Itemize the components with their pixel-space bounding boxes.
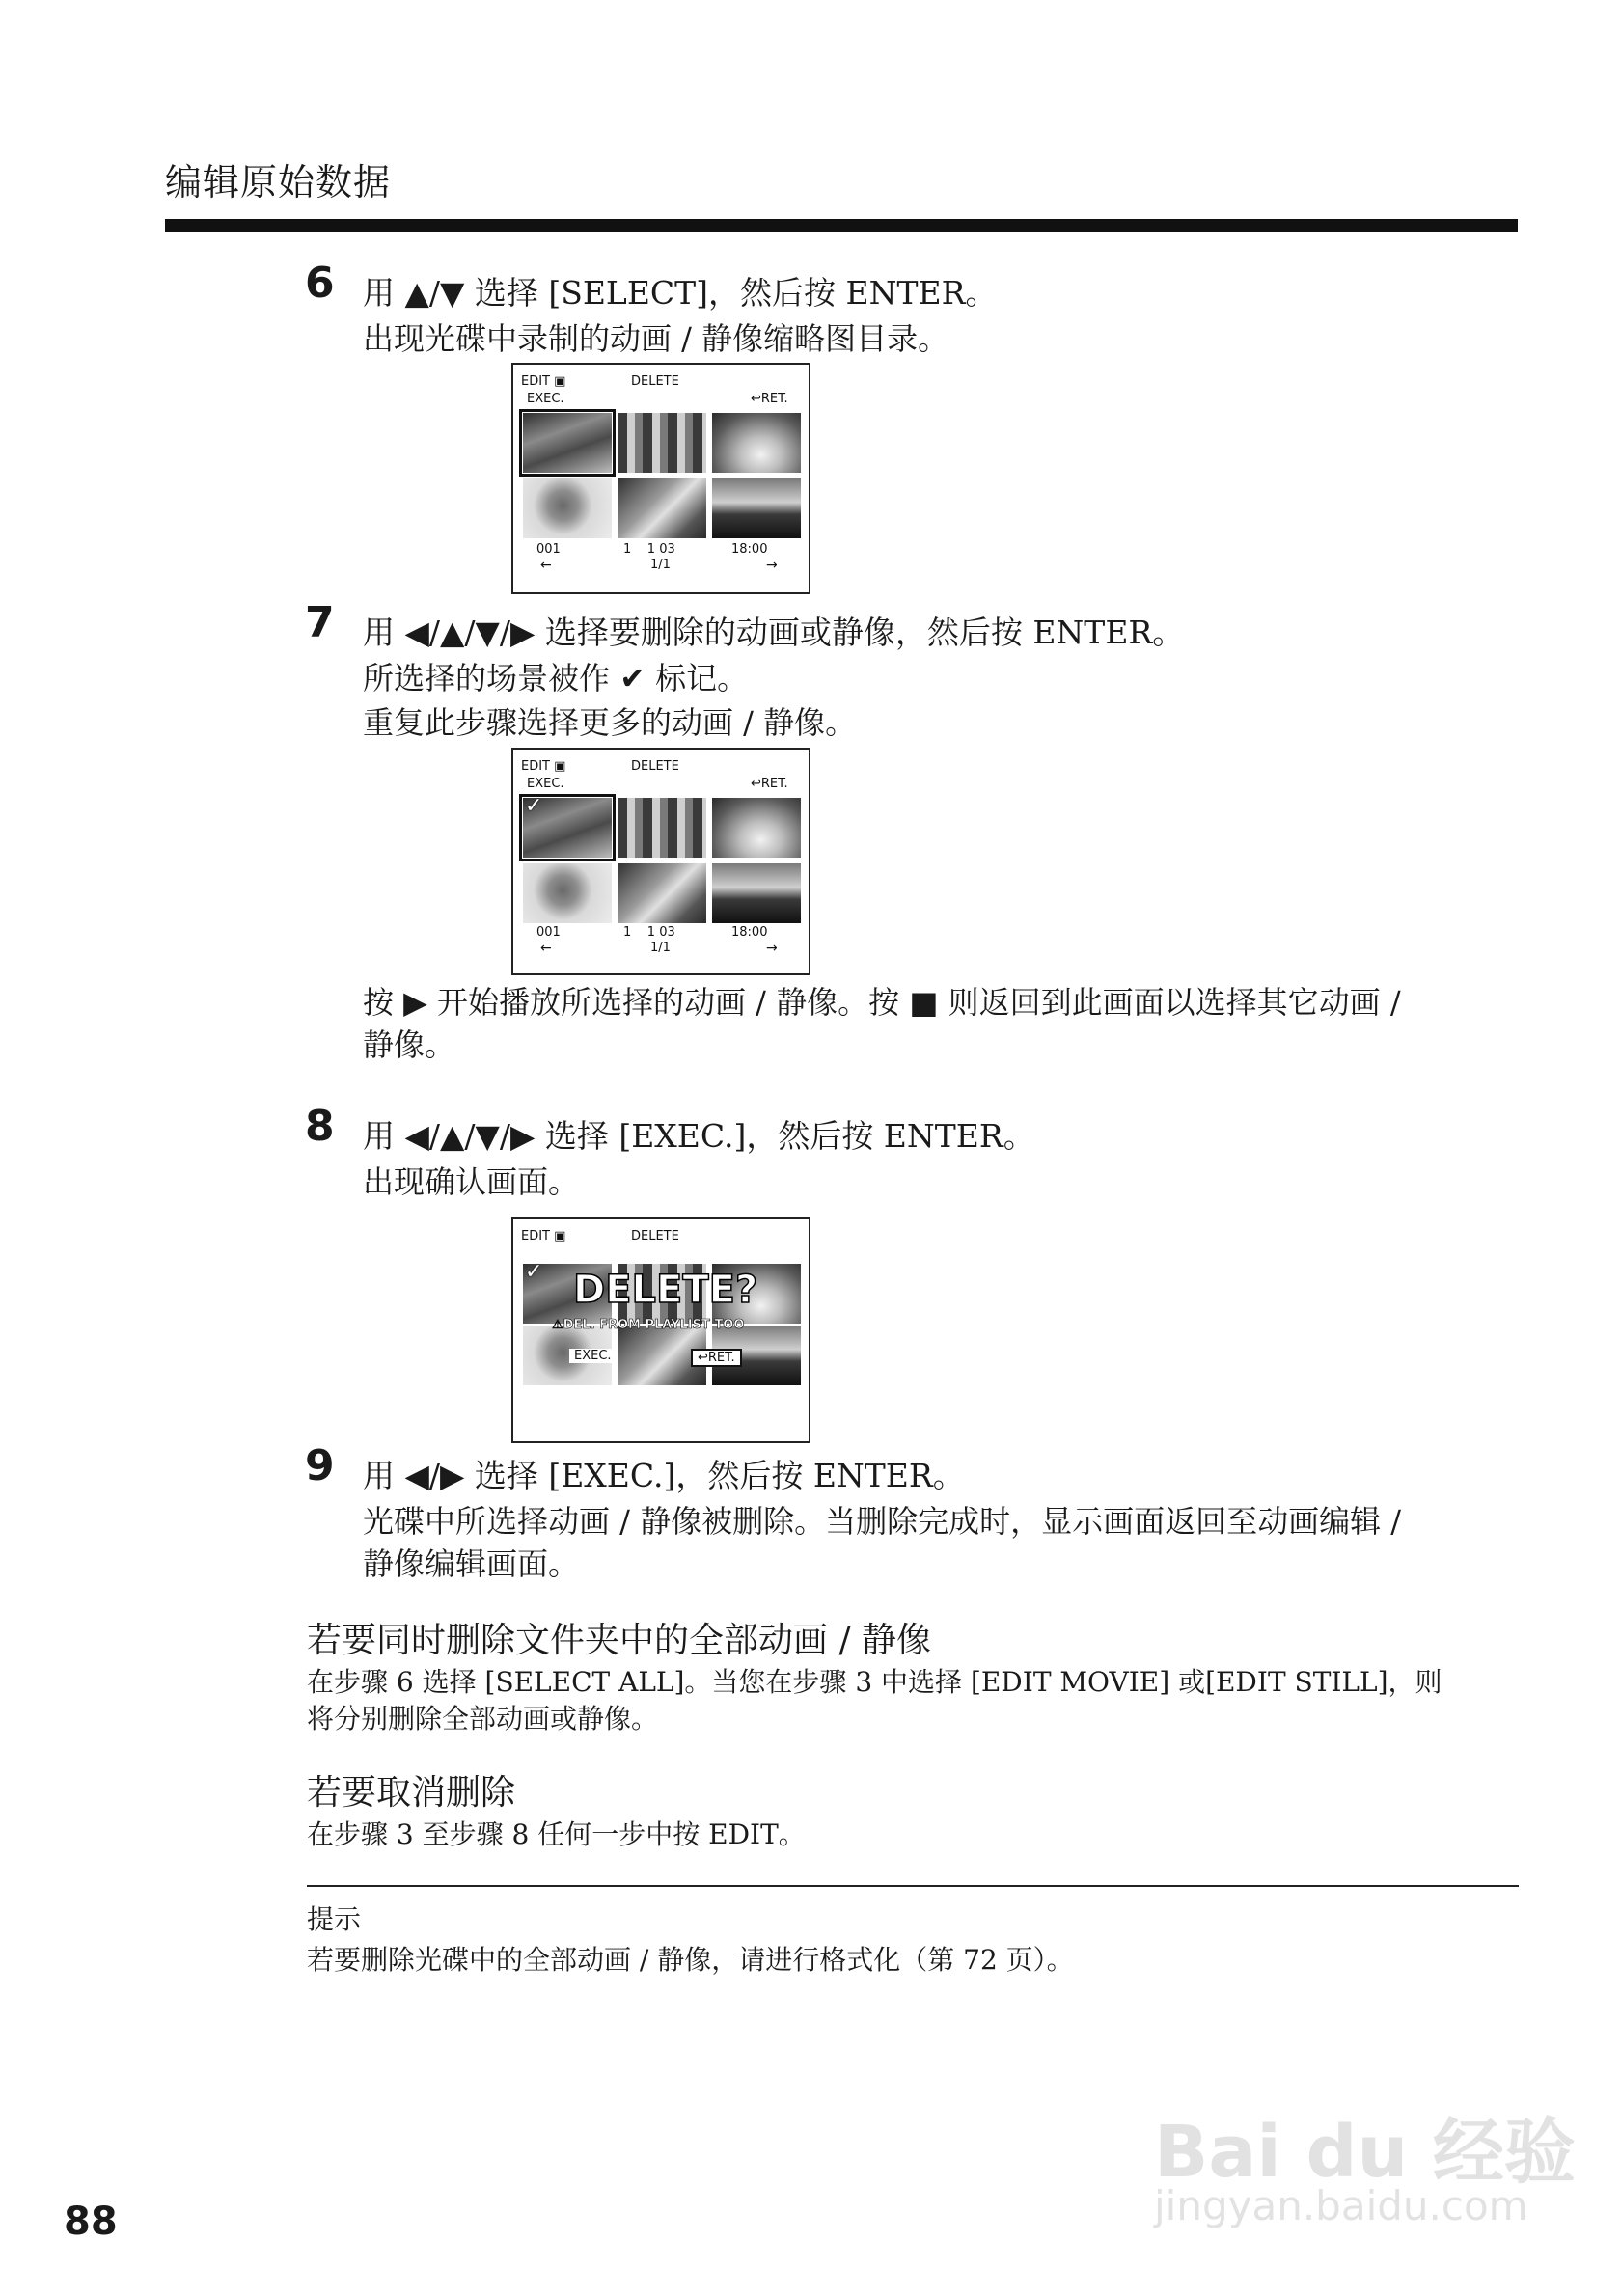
step-8-subtext: 出现确认画面。 xyxy=(363,1163,580,1200)
next-page-arrow-icon: → xyxy=(766,941,778,956)
prev-page-arrow-icon: ← xyxy=(540,941,552,956)
step-7-subtext-2: 重复此步骤选择更多的动画 / 静像。 xyxy=(363,704,857,741)
lcd-screen-confirm xyxy=(511,1217,810,1443)
check-mark-icon: ✔ xyxy=(619,660,646,697)
thumbnail-2 xyxy=(618,798,706,858)
screen-delete-label: DELETE xyxy=(631,1229,679,1244)
thumbnail-6 xyxy=(712,478,801,538)
thumbnail-5 xyxy=(618,478,706,538)
watermark-url: jingyan.baidu.com xyxy=(1154,2182,1528,2229)
step-9-subtext-1: 光碟中所选择动画 / 静像被删除。当删除完成时，显示画面返回至动画编辑 / xyxy=(363,1503,1402,1540)
tip-text: 若要删除光碟中的全部动画 / 静像，请进行格式化（第 72 页）。 xyxy=(307,1944,1074,1976)
screen-edit-label: EDIT ▣ xyxy=(521,759,566,774)
step-6-number: 6 xyxy=(305,259,335,308)
screen-delete-label: DELETE xyxy=(631,374,679,389)
step-7-note-1: 按 ▶ 开始播放所选择的动画 / 静像。按 ■ 则返回到此画面以选择其它动画 / xyxy=(363,984,1401,1021)
screen-exec-label: EXEC. xyxy=(527,777,564,791)
tip-title: 提示 xyxy=(307,1903,362,1935)
step-9-subtext-2: 静像编辑画面。 xyxy=(363,1545,580,1582)
section-cancel-title: 若要取消删除 xyxy=(307,1773,516,1813)
lcd-screen-selected xyxy=(511,748,810,975)
step-7-text: 用 ◀/▲/▼/▶ 选择要删除的动画或静像，然后按 ENTER。 xyxy=(363,614,1185,651)
step-7-subtext-1 xyxy=(363,654,748,698)
dialog-warning: ⚠DEL. FROM PLAYLIST TOO xyxy=(552,1318,745,1332)
step-8-number: 8 xyxy=(305,1102,335,1151)
step-7-number: 7 xyxy=(305,598,335,647)
step-7-note-2: 静像。 xyxy=(363,1026,456,1063)
screen-edit-label: EDIT ▣ xyxy=(521,374,566,389)
screen-delete-label: DELETE xyxy=(631,759,679,774)
screen-index-label: 001 xyxy=(536,542,561,557)
screen-time-label: 18:00 xyxy=(731,925,768,940)
section-cancel-line-1: 在步骤 3 至步骤 8 任何一步中按 EDIT。 xyxy=(307,1818,806,1850)
thumbnail-5 xyxy=(618,863,706,923)
thumbnail-4 xyxy=(523,478,612,538)
step-7-subtext-pre: 所选择的场景被作 xyxy=(363,660,611,697)
thumbnail-3 xyxy=(712,798,801,858)
page-number: 88 xyxy=(64,2200,118,2244)
step-7-subtext-post: 标记。 xyxy=(655,660,749,697)
thumbnail-6 xyxy=(712,863,801,923)
screen-time-label: 18:00 xyxy=(731,542,768,557)
step-6-text: 用 ▲/▼ 选择 [SELECT]，然后按 ENTER。 xyxy=(363,274,998,312)
tip-divider xyxy=(307,1885,1519,1887)
next-page-arrow-icon: → xyxy=(766,558,778,573)
screen-edit-label: EDIT ▣ xyxy=(521,1229,566,1244)
selection-cursor xyxy=(519,409,616,477)
lcd-screen-thumbnail-list xyxy=(511,363,810,594)
thumbnail-4 xyxy=(523,863,612,923)
screen-page-label: 1/1 xyxy=(650,558,671,572)
screen-index-label: 001 xyxy=(536,925,561,940)
screen-date-label: 1 1 03 xyxy=(623,542,675,557)
thumbnail-3 xyxy=(712,413,801,473)
page-header-title: 编辑原始数据 xyxy=(165,161,392,204)
selected-check-icon: ✓ xyxy=(525,794,543,818)
step-8-text: 用 ◀/▲/▼/▶ 选择 [EXEC.]，然后按 ENTER。 xyxy=(363,1117,1035,1155)
header-rule xyxy=(165,219,1518,232)
dialog-title: DELETE? xyxy=(573,1268,758,1312)
prev-page-arrow-icon: ← xyxy=(540,558,552,573)
step-9-text: 用 ◀/▶ 选择 [EXEC.]，然后按 ENTER。 xyxy=(363,1457,965,1494)
step-6-subtext: 出现光碟中录制的动画 / 静像缩略图目录。 xyxy=(363,320,949,357)
watermark-logo: Bai du 经验 xyxy=(1154,2111,1576,2194)
screen-date-label: 1 1 03 xyxy=(623,925,675,940)
section-delete-all-title: 若要同时删除文件夹中的全部动画 / 静像 xyxy=(307,1621,932,1660)
step-9-number: 9 xyxy=(305,1441,335,1490)
screen-ret-label: ↩RET. xyxy=(751,777,788,791)
screen-ret-label: ↩RET. xyxy=(751,392,788,406)
exec-button[interactable]: EXEC. xyxy=(569,1349,617,1363)
section-delete-all-line-2: 将分别删除全部动画或静像。 xyxy=(307,1703,659,1735)
selected-check-icon: ✓ xyxy=(525,1260,543,1284)
screen-exec-label: EXEC. xyxy=(527,392,564,406)
ret-button[interactable]: ↩RET. xyxy=(691,1349,742,1367)
screen-page-label: 1/1 xyxy=(650,941,671,955)
section-delete-all-line-1: 在步骤 6 选择 [SELECT ALL]。当您在步骤 3 中选择 [EDIT MOVIE] 或[EDIT STILL]，则 xyxy=(307,1666,1442,1698)
thumbnail-2 xyxy=(618,413,706,473)
